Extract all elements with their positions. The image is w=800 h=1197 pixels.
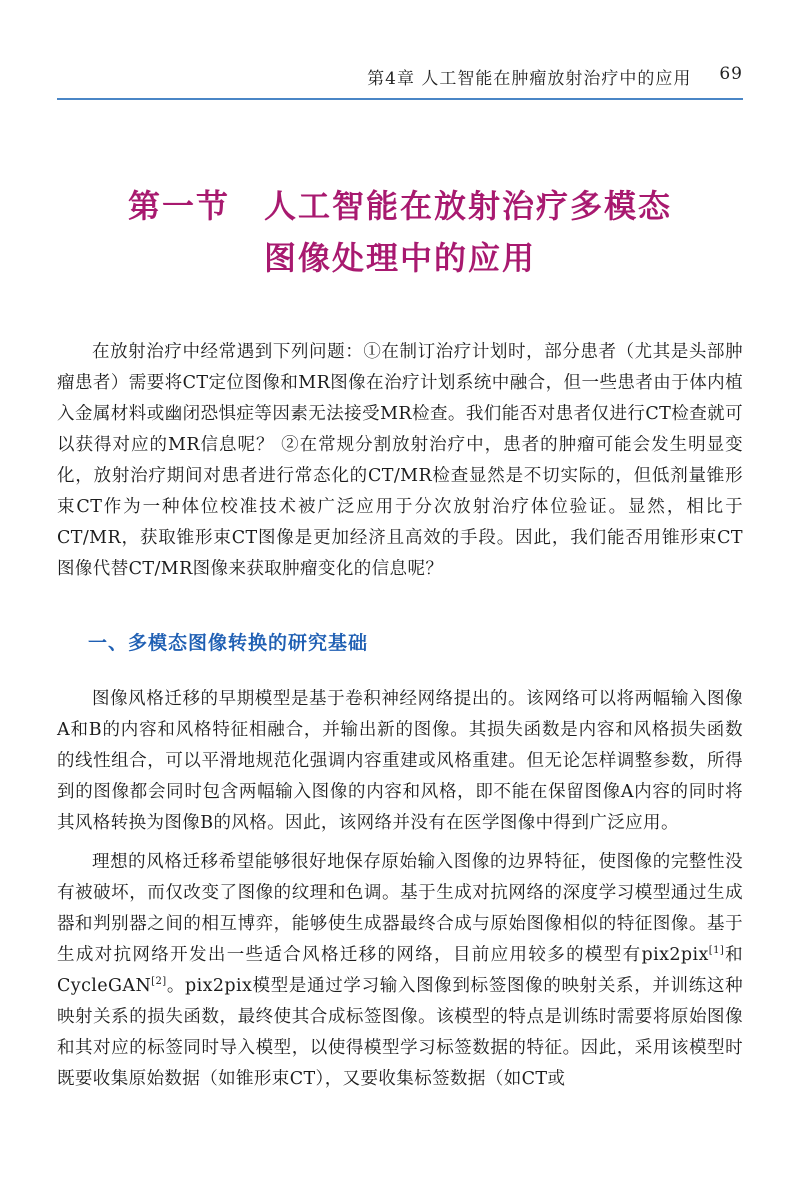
reference-1: [1] bbox=[708, 945, 725, 957]
body-block bbox=[57, 684, 743, 1103]
intro-paragraph: 在放射治疗中经常遇到下列问题：①在制订治疗计划时，部分患者（尤其是头部肿瘤患者）需要将CT定位图像和MR图像在治疗计划系统中融合，但一些患者由于体内植入金属材料或幽闭恐惧症等因素无法接受MR检查。我们能否对患者仅进行CT检查就可以获得对应的MR信息呢？ ②在常规分割放射治疗中，患者的肿瘤可能会发生明显变化，放射治疗期间对患者进行常态化的CT/MR检查显然是不切实际的，但低剂量锥形束CT作为一种体位校准技术被广泛应用于分次放射治疗体位验证。显然，相比于CT/MR，获取锥形束CT图像是更加经济且高效的手段。因此，我们能否用锥形束CT图像代替CT/MR图像来获取肿瘤变化的信息呢？ bbox=[57, 342, 743, 579]
paragraph-2-part-a: 理想的风格迁移希望能够很好地保存原始输入图像的边界特征，使图像的完整性没有被破坏，而仅改变了图像的纹理和色调。基于生成对抗网络的深度学习模型通过生成器和判别器之间的相互博弈，能够使生成器最终合成与原始图像相似的特征图像。基于生成对抗网络开发出一些适合风格迁移的网络，目前应用较多的模型有pix2pix bbox=[57, 852, 743, 965]
running-header bbox=[57, 64, 743, 100]
paragraph-2-part-b: 和CycleGAN bbox=[57, 945, 743, 996]
section-number: 第一节 bbox=[127, 187, 230, 225]
intro-block bbox=[57, 337, 743, 593]
paragraph-1: 图像风格迁移的早期模型是基于卷积神经网络提出的。该网络可以将两幅输入图像A和B的内容和风格特征相融合，并输出新的图像。其损失函数是内容和风格损失函数的线性组合，可以平滑地规范化强调内容重建或风格重建。但无论怎样调整参数，所得到的图像都会同时包含两幅输入图像的内容和风格，即不能在保留图像A内容的同时将其风格转换为图像B的风格。因此，该网络并没有在医学图像中得到广泛应用。 bbox=[57, 689, 743, 833]
chapter-title: 第4章 人工智能在肿瘤放射治疗中的应用 bbox=[367, 69, 692, 89]
reference-2: [2] bbox=[151, 976, 167, 988]
section-title-line-2: 图像处理中的应用 bbox=[263, 239, 536, 277]
paragraph-2 bbox=[57, 847, 743, 1095]
section-title bbox=[0, 180, 800, 284]
subheading: 一、多模态图像转换的研究基础 bbox=[88, 632, 369, 654]
section-title-line-1 bbox=[0, 180, 800, 232]
paragraph-2-part-c: 。pix2pix模型是通过学习输入图像到标签图像的映射关系，并训练这种映射关系的损失函数，最终使其合成标签图像。该模型的特点是训练时需要将原始图像和其对应的标签同时导入模型，以使得模型学习标签数据的特征。因此，采用该模型时既要收集原始数据（如锥形束CT），又要收集标签数据（如CT或 bbox=[57, 976, 743, 1089]
section-title-text-1: 人工智能在放射治疗多模态 bbox=[264, 187, 673, 225]
page-number: 69 bbox=[719, 64, 743, 84]
